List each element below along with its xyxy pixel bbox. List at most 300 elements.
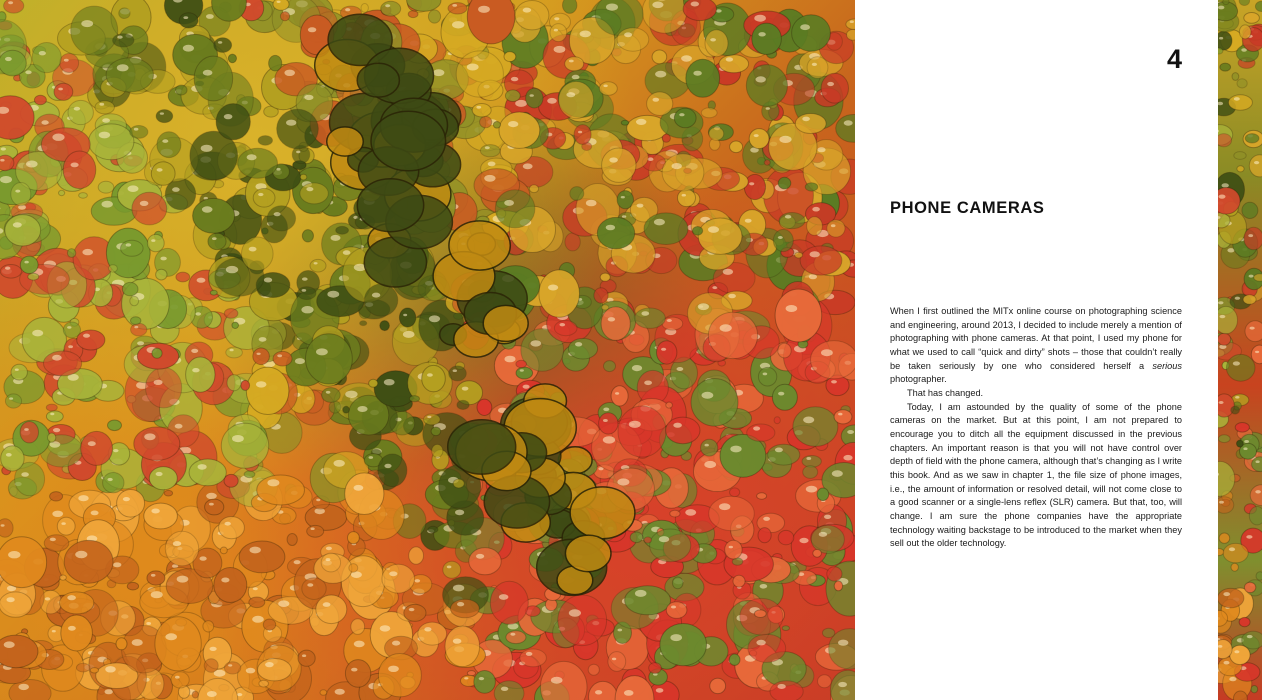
droplet-highlight [1219,195,1226,199]
droplet-highlight [249,247,257,252]
droplet-highlight [753,426,760,430]
droplet-highlight [175,676,180,679]
droplet [428,526,438,532]
droplet [644,537,652,543]
droplet-highlight [50,413,54,416]
droplet-highlight [140,201,149,206]
droplet-highlight [52,511,63,517]
droplet-highlight [1235,297,1240,300]
droplet-highlight [384,379,395,385]
droplet [611,386,628,406]
droplet-highlight [661,348,666,351]
droplet [0,265,21,279]
droplet-highlight [160,257,166,261]
droplet [836,114,855,142]
droplet-highlight [653,98,660,102]
droplet [597,217,634,248]
droplet [445,626,480,667]
droplet-highlight [1229,547,1235,551]
droplet [131,323,147,336]
droplet [506,631,526,644]
droplet-highlight [177,576,189,583]
droplet-highlight [501,687,508,691]
droplet [1249,155,1262,177]
droplet [208,233,226,250]
droplet-highlight [484,175,495,182]
droplet [1249,507,1262,525]
droplet-highlight [754,134,759,137]
droplet [151,162,175,186]
droplet [683,0,716,21]
droplet [54,83,73,100]
droplet [594,288,608,303]
droplet-highlight [1,147,6,150]
droplet-highlight [843,455,852,461]
droplet [263,619,275,630]
droplet [232,322,239,328]
droplet [601,307,630,341]
droplet [652,50,667,64]
droplet [0,635,38,668]
droplet-highlight [250,547,261,554]
droplet [227,375,241,391]
droplet-highlight [9,397,13,399]
droplet [1218,394,1234,417]
droplet [617,28,649,51]
droplet-highlight [81,20,93,27]
droplet [1239,0,1249,6]
droplet-highlight [760,584,768,589]
droplet-highlight [560,323,566,326]
droplet [1256,572,1262,580]
droplet [758,367,776,386]
droplet-highlight [1219,37,1223,40]
droplet-highlight [265,662,274,667]
droplet-highlight [307,583,313,587]
droplet-highlight [354,641,365,648]
droplet-highlight [68,345,73,348]
droplet [280,12,289,21]
droplet [348,532,360,544]
droplet [117,490,145,518]
droplet-highlight [766,107,770,110]
droplet [730,488,740,497]
droplet-highlight [606,225,615,231]
droplet [1218,134,1232,147]
droplet-highlight [68,626,76,631]
droplet-highlight [554,17,559,20]
droplet-highlight [334,460,345,467]
droplet-highlight [58,88,63,91]
droplet-highlight [821,349,833,356]
droplet-highlight [389,571,397,576]
droplet [297,287,316,300]
text-page [855,0,1218,700]
droplet-highlight [624,690,634,696]
droplet [764,160,770,165]
droplet [28,273,39,280]
droplet-highlight [45,597,50,600]
droplet [67,249,75,258]
droplet-highlight [253,587,258,590]
droplet [0,519,13,537]
droplet [192,691,198,698]
droplet [662,154,704,191]
droplet-highlight [1246,535,1252,539]
droplet [224,309,238,319]
droplet-highlight [523,8,531,13]
droplet [60,592,94,614]
droplet-highlight [485,146,490,149]
droplet-highlight [267,479,279,486]
droplet [749,129,769,149]
droplet [480,145,500,157]
droplet [725,540,742,559]
chapter-number: 4 [1166,44,1182,74]
droplet [224,662,240,674]
droplet [516,367,533,379]
droplet-highlight [812,63,817,66]
droplet [1218,48,1223,54]
droplet-highlight [476,554,484,559]
droplet [321,553,340,572]
droplet-highlight [1219,401,1224,404]
droplet-highlight [403,314,407,316]
droplet [147,234,164,251]
droplet-highlight [230,349,234,352]
droplet [71,6,118,55]
droplet-highlight [702,392,714,399]
chapter-title: PHONE CAMERAS [890,199,1045,217]
droplet [568,338,597,359]
droplet [660,624,707,666]
droplet-highlight [817,147,825,152]
droplet [320,690,327,696]
droplet [599,82,617,96]
droplet [287,534,297,546]
droplet-highlight [7,597,15,602]
droplet [1254,274,1262,282]
droplet [644,213,688,245]
droplet-highlight [802,117,810,122]
droplet [778,343,791,358]
droplet [307,525,324,537]
droplet [456,51,503,97]
droplet [44,535,69,552]
droplet-highlight [0,159,4,162]
droplet-highlight [144,433,155,440]
droplet-highlight [530,94,534,97]
droplet [216,104,250,140]
droplet [495,190,535,228]
droplet-highlight [603,85,607,88]
droplet-highlight [83,334,90,338]
droplet [666,602,687,619]
droplet-highlight [201,145,213,152]
droplet-highlight [232,435,244,442]
droplet-highlight [212,237,217,240]
droplet [608,652,626,672]
droplet-highlight [24,428,29,431]
droplet [768,444,800,465]
droplet-highlight [316,499,320,502]
droplet [300,183,328,204]
droplet [570,487,635,539]
droplet [302,230,313,242]
droplet-highlight [1218,645,1222,648]
droplet-highlight [88,441,96,446]
droplet-highlight [654,219,665,226]
droplet [46,404,57,411]
droplet [795,114,826,134]
paragraph-3: Today, I am astounded by the quality of some of the phone cameras on the market. But at this point, I am not prepared to encourage you to ditch all the equipment discussed in the previous chapters. An important reason is that you will not have control over depth of field with the phone camera, although that’s changing as I write this book. And as we saw in chapter 1, the file size of phone images, i.e., the amount of information or resolved detail, will not come close to a good scanner or a single-lens reflex (SLR) camera. But that, too, will change. I am sure the phone companies have the appropriate technology waiting backstage to be introduced to the market when they sell out the older technology. [890,401,1182,549]
droplet [1242,202,1258,218]
droplet [0,50,26,76]
droplet [228,54,236,63]
droplet [357,179,423,232]
droplet [378,454,407,487]
droplet [666,417,700,444]
droplet [116,638,127,650]
droplet [431,427,441,436]
droplet [448,3,467,14]
droplet [300,174,307,180]
droplet-highlight [1223,592,1230,596]
droplet-highlight [457,602,464,606]
droplet-highlight [75,551,87,558]
droplet-highlight [4,641,15,648]
droplet-highlight [672,163,682,169]
droplet-highlight [775,448,783,453]
droplet [205,499,224,515]
droplet-highlight [105,666,116,672]
droplet [698,218,742,254]
droplet-highlight [548,285,558,291]
droplet [81,431,113,465]
droplet-highlight [1250,327,1255,330]
droplet-highlight [730,446,741,453]
droplet [273,351,292,366]
droplet-highlight [831,224,836,227]
droplet [155,617,201,671]
droplet [404,604,426,621]
droplet-highlight [523,163,533,169]
droplet [827,220,845,237]
droplet [686,59,720,97]
droplet [249,597,265,608]
droplet [1218,640,1232,659]
droplet-highlight [508,121,518,127]
droplet-highlight [824,515,831,519]
paragraph-1-emphasis: serious [1152,360,1182,371]
droplet [90,668,98,673]
droplet [710,678,726,693]
droplet [1,446,24,471]
droplet-highlight [603,419,608,422]
droplet-highlight [799,538,808,543]
droplet-highlight [274,212,281,216]
droplet [457,400,469,409]
droplet [559,81,594,118]
droplet-highlight [156,472,163,476]
droplet-highlight [284,70,295,76]
droplet-highlight [779,136,791,143]
droplet-highlight [1235,396,1239,399]
droplet [709,496,755,530]
droplet [0,537,47,588]
droplet-highlight [523,385,530,389]
droplet [32,43,61,73]
droplet [134,427,180,460]
droplet [516,360,527,367]
droplet [257,475,305,505]
droplet [733,575,745,587]
droplet-highlight [345,8,350,11]
droplet-highlight [673,423,682,428]
droplet [20,256,38,273]
droplet [221,423,268,468]
droplet [269,55,282,71]
droplet-highlight [357,406,367,412]
droplet-highlight [424,627,431,631]
droplet [176,85,188,95]
droplet-highlight [326,391,331,394]
droplet-highlight [165,633,177,640]
droplet-highlight [91,511,99,516]
droplet-highlight [617,478,629,485]
droplet [615,676,654,700]
droplet-highlight [464,677,468,679]
droplet-highlight [652,2,663,9]
droplet-highlight [123,497,130,501]
droplet-highlight [1255,490,1261,493]
droplet-highlight [151,574,156,577]
droplet [322,388,341,403]
droplet-highlight [327,291,339,298]
droplet [20,422,38,443]
droplet-highlight [52,355,62,361]
droplet [327,127,364,156]
droplet-highlight [137,341,144,345]
droplet [408,11,418,18]
droplet [792,15,831,52]
droplet-highlight [175,424,183,429]
droplet-highlight [192,368,199,372]
droplet-highlight [756,640,765,646]
droplet [238,148,278,178]
droplet [574,125,591,145]
droplet-highlight [278,600,289,607]
droplet-highlight [134,128,139,131]
droplet [424,414,441,425]
droplet-highlight [1220,315,1226,318]
droplet-highlight [198,464,207,470]
droplet [130,125,148,138]
droplet-highlight [151,591,163,598]
droplet [701,439,718,456]
droplet-highlight [415,579,421,582]
droplet-highlight [777,684,785,689]
droplet [165,531,198,566]
droplet-highlight [827,82,834,86]
droplet [846,19,855,29]
droplet-highlight [6,453,12,457]
droplet-highlight [754,15,766,22]
droplet-highlight [685,509,696,516]
droplet [678,189,696,206]
droplet [778,177,791,189]
droplet-highlight [554,29,558,32]
droplet [758,528,771,543]
droplet-highlight [819,532,827,537]
droplet-highlight [452,21,464,28]
droplet [499,112,540,148]
droplet-highlight [427,373,433,377]
droplet [343,406,350,413]
droplet [490,581,528,624]
droplet-highlight [621,196,625,198]
droplet [666,402,673,408]
droplet-highlight [210,647,217,651]
droplet-highlight [8,1,13,4]
droplet-highlight [191,349,198,353]
droplet-highlight [763,373,768,376]
droplet [505,90,520,102]
droplet [144,503,178,529]
droplet-highlight [1256,460,1260,463]
droplet-highlight [677,367,684,371]
droplet-highlight [74,107,80,111]
droplet [472,104,491,117]
droplet-highlight [800,24,810,30]
droplet [834,410,852,424]
droplet-highlight [763,517,770,521]
droplet-highlight [50,538,56,542]
droplet [570,187,584,201]
droplet-highlight [134,326,138,328]
droplet-highlight [41,120,48,124]
droplet-highlight [427,416,431,418]
droplet [526,88,543,108]
droplet-highlight [453,369,457,372]
droplet [298,650,315,666]
droplet-highlight [850,20,854,23]
droplet-highlight [778,392,784,396]
droplet [558,595,607,646]
droplet [822,628,834,637]
droplet-highlight [8,551,20,558]
droplet-highlight [301,306,313,313]
droplet [226,347,243,358]
droplet-highlight [388,666,399,672]
droplet [381,1,401,16]
droplet-highlight [612,658,616,661]
droplet-highlight [82,249,93,255]
droplet-highlight [641,311,649,316]
droplet-highlight [25,70,31,74]
droplet-highlight [32,330,43,337]
droplet-highlight [575,342,582,346]
droplet [1218,306,1238,333]
droplet [701,108,717,118]
droplet [803,466,818,479]
droplet [241,380,250,390]
droplet [746,65,787,107]
droplet-highlight [225,522,231,526]
droplet [46,411,63,422]
droplet-highlight [453,639,462,644]
droplet-highlight [18,684,29,690]
